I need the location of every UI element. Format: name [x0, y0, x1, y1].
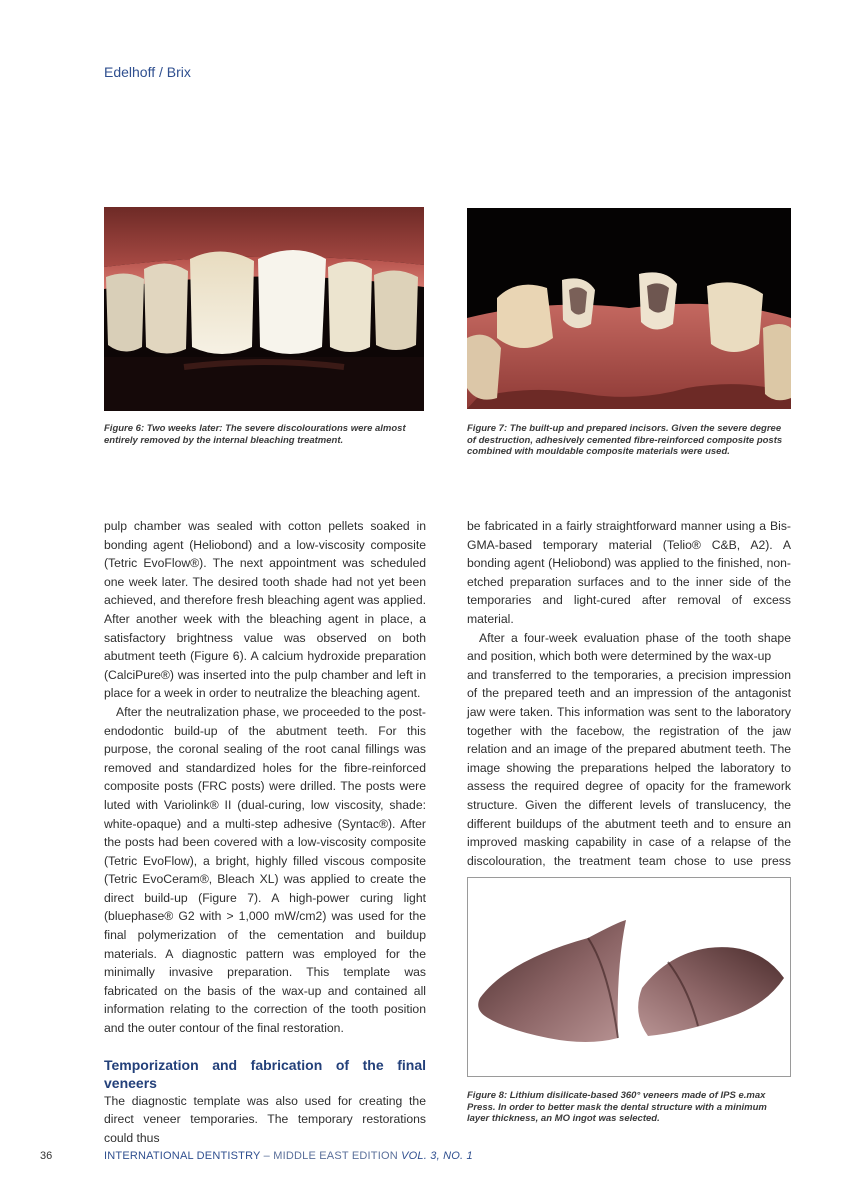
paragraph: After a four-week evaluation phase of the tooth shape and position, which both were determined by the wax-up [467, 630, 791, 664]
journal-volume: VOL. 3, NO. 1 [401, 1150, 473, 1162]
journal-footer [104, 1150, 473, 1162]
paragraph: be fabricated in a fairly straightforward manner using a Bis-GMA-based temporary material (Telio® C&B, A2). A bonding agent (Heliobond) was applied to the finished, non-etched preparation surfaces and to the inner side of the temporaries and light-cured after removal of excess material. [467, 519, 791, 626]
paragraph: After the neutralization phase, we proceeded to the post-endodontic build-up of the abutment teeth. For this purpose, the coronal sealing of the root canal fillings was removed and standardized holes for the fibre-reinforced composite posts (FRC posts) were drilled. The posts were luted with Variolink® II (dual-curing, low viscosity, shade: white-opaque) and a multi-step adhesive (Syntac®). After the posts had been covered with a low-viscosity composite (Tetric EvoFlow), a bright, highly filled viscous composite (Tetric EvoCeram®, Bleach XL) was applied to create the direct build-up (Figure 7). A high-power curing light (bluephase® G2 with > 1,000 mW/cm2) was used for the final polymerization of the cementation and buildup materials. A diagnostic pattern was employed for the minimally invasive preparation. This template was fabricated on the basis of the wax-up and contained all information relating to the correction of the tooth position and the outer contour of the final restoration. [104, 704, 426, 1036]
section-heading: Temporization and fabrication of the final veneers [104, 1056, 426, 1091]
right-column [467, 517, 791, 870]
journal-name: INTERNATIONAL DENTISTRY [104, 1150, 261, 1162]
figure-7-image [467, 208, 791, 409]
figure-6-image [104, 207, 424, 411]
left-column [104, 517, 426, 1147]
figure-7-caption: Figure 7: The built-up and prepared incisors. Given the severe degree of destruction, adhesively cemented fibre-reinforced composite posts combined with mouldable composite materials were used. [467, 423, 783, 457]
paragraph: The diagnostic template was also used for creating the direct veneer temporaries. The temporary restorations could thus [104, 1093, 426, 1145]
figure-8-image [467, 877, 791, 1077]
separator: – [260, 1150, 274, 1162]
running-head: Edelhoff / Brix [104, 64, 191, 80]
paragraph: and transferred to the temporaries, a precision impression of the prepared teeth and an impression of the antagonist jaw were taken. This information was sent to the laboratory together with the facebow, the registration of the jaw relation and an image of the prepared abutment teeth. The image showing the preparations helped the laboratory to assess the required degree of opacity for the framework structure. Given the different levels of translucency, the different buildups of the abutment teeth and to ensure an improved masking capability in case of a relapse of the discolouration, the treatment team chose to use press [467, 667, 791, 868]
journal-edition: MIDDLE EAST EDITION [273, 1150, 398, 1162]
figure-8-caption: Figure 8: Lithium disilicate-based 360° veneers made of IPS e.max Press. In order to better mask the dental structure with a minimum layer thickness, an MO ingot was selected. [467, 1090, 767, 1124]
page-number: 36 [40, 1150, 53, 1162]
paragraph: pulp chamber was sealed with cotton pellets soaked in bonding agent (Heliobond) and a low-viscosity composite (Tetric EvoFlow®). The next appointment was scheduled one week later. The desired tooth shade had not yet been achieved, and therefore fresh bleaching agent was applied. After another week with the bleaching agent in place, a satisfactory brightness value was observed on both abutment teeth (Figure 6). A calcium hydroxide preparation (CalciPure®) was inserted into the pulp chamber and left in place for a week in order to neutralize the bleaching agent. [104, 519, 426, 701]
figure-6-caption: Figure 6: Two weeks later: The severe discolourations were almost entirely removed by the internal bleaching treatment. [104, 423, 406, 446]
